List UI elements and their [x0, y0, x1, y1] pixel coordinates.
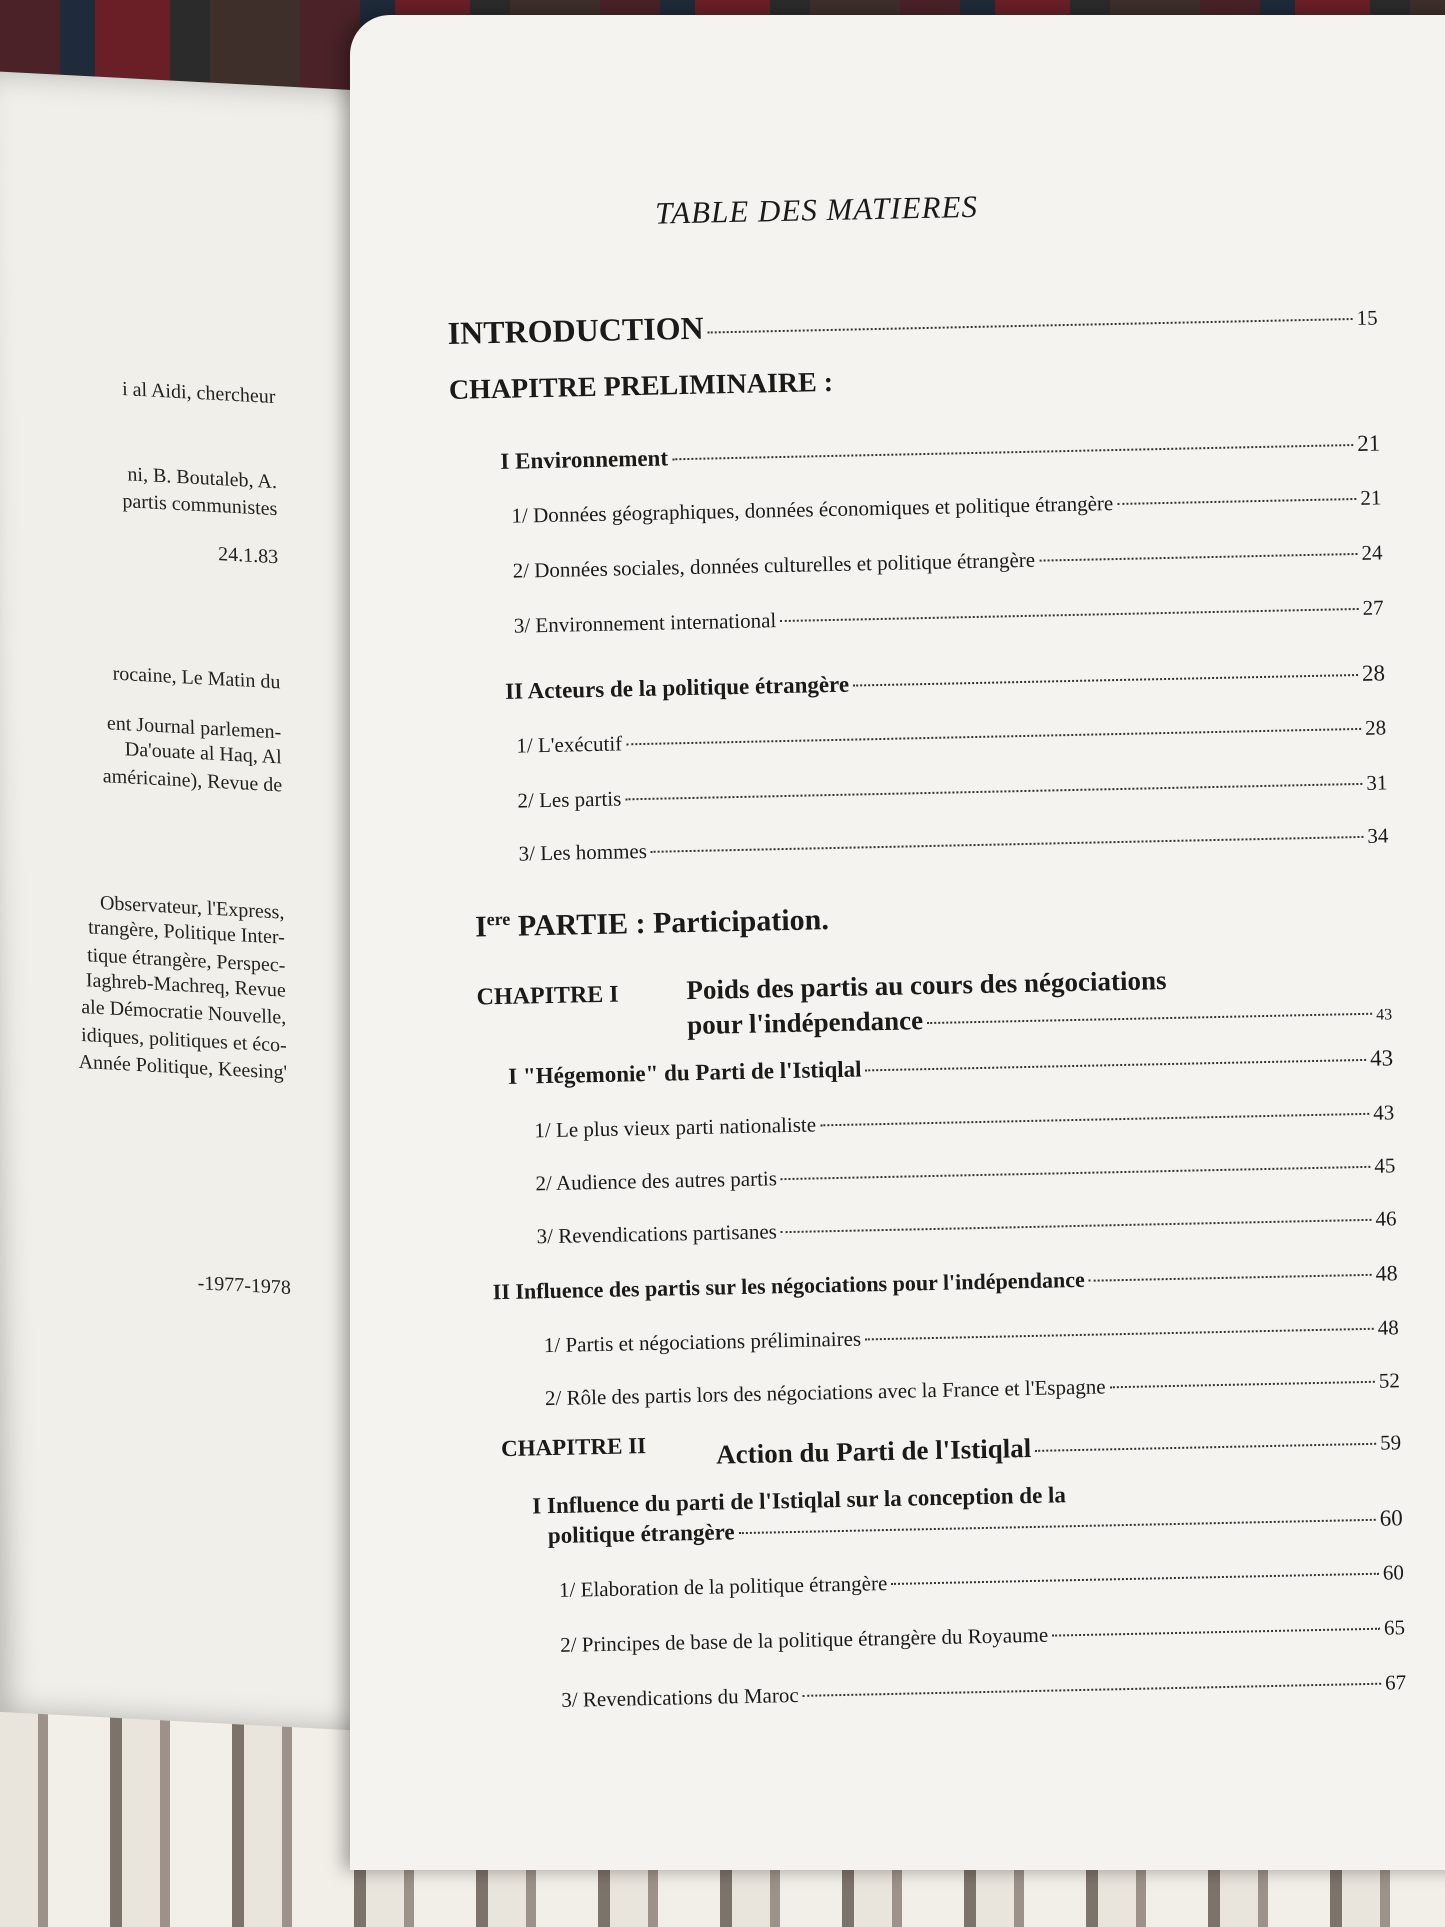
toc-page-number: 60 [1379, 1505, 1403, 1531]
dot-leader [781, 1166, 1370, 1180]
table-of-contents [445, 184, 1430, 1712]
toc-item [534, 1100, 1394, 1143]
left-page-line: trangère, Politique Inter- [87, 916, 285, 949]
left-page-line: -1977-1978 [197, 1272, 292, 1300]
toc-entry-label: 1/ Le plus vieux parti nationaliste [534, 1112, 817, 1143]
dot-leader [820, 1113, 1369, 1127]
dot-leader [626, 728, 1361, 745]
dot-leader [865, 1328, 1374, 1341]
left-page-line: tique étrangère, Perspec- [86, 944, 286, 977]
chapitre-1-title-line1: Poids des partis au cours des négociations [686, 965, 1167, 1006]
toc-entry-label: 2/ Audience des autres partis [535, 1166, 778, 1196]
toc-page-number: 60 [1382, 1560, 1405, 1585]
dot-leader [1089, 1274, 1372, 1282]
toc-entry-label: politique étrangère [547, 1519, 735, 1549]
toc-section-environnement [500, 430, 1380, 474]
left-page-line: rocaine, Le Matin du [112, 662, 281, 694]
toc-item [545, 1368, 1400, 1411]
toc-item [535, 1153, 1395, 1196]
toc-entry-introduction [447, 295, 1378, 351]
toc-page-number: 59 [1379, 1430, 1402, 1455]
left-page-line: idiques, politiques et éco- [81, 1023, 287, 1057]
toc-page-number: 27 [1362, 595, 1384, 620]
toc-entry-label: I "Hégemonie" du Parti de l'Istiqlal [508, 1056, 862, 1089]
dot-leader [891, 1573, 1379, 1585]
toc-entry-label: II Influence des partis sur les négociations pour l'indépendance [492, 1266, 1085, 1305]
toc-page-number: 28 [1361, 660, 1386, 686]
toc-entry-label: 3/ Environnement international [513, 608, 777, 638]
toc-page-number: 52 [1378, 1368, 1401, 1393]
toc-entry-label: 1/ L'exécutif [516, 731, 623, 758]
toc-title: TABLE DES MATIERES [654, 188, 979, 231]
dot-leader [708, 318, 1353, 334]
left-page-line: 24.1.83 [217, 543, 279, 569]
toc-page-number: 46 [1375, 1206, 1397, 1231]
toc-section-influence [493, 1260, 1398, 1305]
dot-leader [780, 608, 1358, 622]
toc-entry-label: 1/ Elaboration de la politique étrangère [558, 1571, 888, 1602]
left-page-line: Da'ouate al Haq, Al [124, 738, 282, 769]
chapitre-1-label: CHAPITRE I [476, 981, 619, 1011]
dot-leader [625, 783, 1362, 800]
toc-entry-label: Action du Parti de l'Istiqlal [715, 1432, 1032, 1470]
dot-leader [927, 1013, 1372, 1024]
chapitre-2-label: CHAPITRE II [500, 1433, 647, 1462]
toc-page-number: 48 [1375, 1260, 1398, 1286]
left-page-line: Observateur, l'Express, [99, 891, 285, 924]
left-page-line: ale Démocratie Nouvelle, [81, 995, 287, 1029]
toc-page-number: 34 [1367, 823, 1389, 848]
toc-page-number: 48 [1377, 1315, 1399, 1340]
toc-item [559, 1560, 1404, 1603]
dot-leader [672, 444, 1353, 460]
toc-page-number: 67 [1384, 1670, 1407, 1695]
toc-entry-label: II Acteurs de la politique étrangère [504, 671, 850, 704]
toc-entry-label: 1/ Partis et négociations préliminaires [543, 1326, 862, 1358]
partie-number: I [474, 910, 488, 944]
toc-page-number: 45 [1374, 1153, 1396, 1178]
partie-label: PARTIE : Participation. [517, 903, 830, 943]
partie-superscript: ere [486, 908, 511, 930]
toc-section-acteurs [505, 660, 1385, 704]
toc-entry-label: 2/ Les partis [517, 786, 622, 813]
toc-item [544, 1315, 1399, 1358]
toc-entry-label: 2/ Données sociales, données culturelles et politique étrangère [512, 547, 1036, 583]
left-page-line: ni, B. Boutaleb, A. [127, 463, 278, 494]
left-page-line: Année Politique, Keesing' [78, 1050, 288, 1084]
toc-page-number: 28 [1364, 715, 1387, 740]
toc-page-number: 15 [1356, 305, 1378, 330]
chapitre-preliminaire-heading: CHAPITRE PRELIMINAIRE : [448, 366, 834, 406]
dot-leader [1117, 498, 1356, 505]
toc-entry-label: 2/ Rôle des partis lors des négociations avec la France et l'Espagne [544, 1374, 1106, 1411]
toc-item [511, 485, 1381, 528]
toc-entry-label: 3/ Revendications partisanes [536, 1219, 778, 1249]
left-page-line: Iaghreb-Machreq, Revue [85, 969, 286, 1002]
right-page [350, 15, 1445, 1870]
dot-leader [651, 836, 1364, 853]
dot-leader [781, 1219, 1372, 1233]
toc-page-number: 21 [1356, 430, 1381, 456]
toc-item [561, 1670, 1406, 1713]
toc-item [518, 823, 1388, 866]
chapitre-2-section-line1: I Influence du parti de l'Istiqlal sur la conception de la [532, 1482, 1067, 1519]
toc-entry-label: 1/ Données géographiques, données économiques et politique étrangère [511, 491, 1114, 528]
toc-entry-label: 2/ Principes de base de la politique étrangère du Royaume [559, 1622, 1049, 1657]
toc-entry-label: 3/ Les hommes [518, 838, 648, 866]
dot-leader [865, 1059, 1366, 1071]
dot-leader [1052, 1628, 1380, 1637]
toc-page-number: 65 [1383, 1615, 1406, 1640]
toc-page-number: 43 [1369, 1045, 1394, 1071]
toc-entry-label: INTRODUCTION [447, 309, 705, 351]
toc-item [536, 1206, 1396, 1249]
dot-leader [1110, 1381, 1375, 1389]
left-page-line: ent Journal parlemen- [106, 712, 282, 744]
toc-page-number: 43 [1375, 1006, 1393, 1024]
chapitre-2-title [716, 1425, 1401, 1470]
dot-leader [1039, 553, 1357, 562]
toc-entry-label: pour l'indépendance [686, 1005, 924, 1041]
toc-item [560, 1615, 1405, 1658]
toc-page-number: 24 [1361, 540, 1383, 565]
partie-heading [475, 902, 829, 944]
dot-leader [739, 1519, 1376, 1534]
dot-leader [803, 1683, 1382, 1697]
toc-page-number: 31 [1366, 770, 1388, 795]
left-page-line: partis communistes [122, 490, 278, 521]
toc-item [517, 770, 1387, 813]
left-page-line: américaine), Revue de [102, 765, 283, 797]
dot-leader [853, 674, 1358, 687]
toc-item [516, 715, 1386, 758]
toc-item [512, 540, 1382, 583]
toc-entry-label: I Environnement [500, 445, 669, 474]
toc-section-hegemonie [508, 1045, 1393, 1090]
toc-page-number: 21 [1360, 485, 1382, 510]
toc-entry-label: 3/ Revendications du Maroc [561, 1682, 799, 1712]
toc-page-number: 43 [1372, 1100, 1395, 1125]
dot-leader [1035, 1443, 1376, 1452]
left-page-line: i al Aidi, chercheur [121, 378, 276, 409]
toc-item [514, 595, 1384, 638]
